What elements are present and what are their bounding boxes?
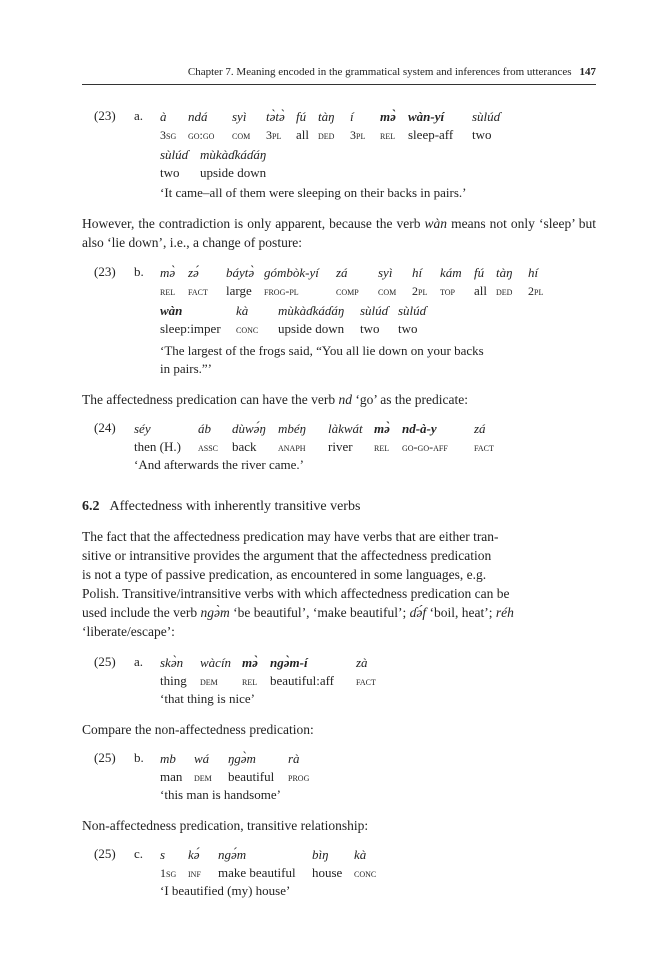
gloss-word: wàn sleep:imper [160, 303, 221, 336]
gloss-word: à 3sg [160, 109, 177, 142]
gloss-word: mùkàɗkáɗáŋ upside down [200, 147, 267, 180]
section-heading [82, 499, 360, 515]
gloss-word: zə́ fact [188, 265, 208, 298]
gloss-word: dùwə́ŋ back [232, 421, 266, 454]
free-translation-cont: in pairs.”’ [160, 361, 212, 376]
gloss-word: áb assc [198, 421, 219, 454]
example-number: (25) [94, 846, 116, 861]
gloss-word: fú all [474, 265, 487, 298]
gloss-word: sùlúɗ two [160, 147, 189, 180]
gloss-word: ŋgə̀m beautiful [228, 751, 275, 784]
paragraph-4: Compare the non-affectedness predication: [82, 722, 314, 737]
paragraph-3: The fact that the affectedness predication may have verbs that are either tran- sitive or intransitive provides the argument that the affectedness predication is not a type of passive predication, as encountered in some languages, e.g. Polish. Transitive/intransitive verbs with which affectedness predication can be used include the verb ngə̀m ‘be beautiful’, ‘make beautiful’; ɗə́f ‘boil, heat’; réh ‘liberate/escape’: [82, 529, 514, 639]
running-header [0, 66, 596, 78]
gloss-word: séy then (H.) [134, 421, 181, 454]
gloss-word: bìŋ house [312, 847, 343, 880]
gloss-word: syì com [232, 109, 251, 142]
gloss-word: tàŋ ded [496, 265, 513, 298]
gloss-word: mə̀ rel [242, 655, 258, 688]
gloss-word: ngə̀m-í beautiful:aff [270, 655, 335, 688]
gloss-word: fú all [296, 109, 309, 142]
example-number: (23) [94, 264, 116, 279]
example-letter: b. [134, 264, 144, 279]
gloss-word: làkwát river [328, 421, 363, 454]
gloss-word: nd-à-y go-go-aff [402, 421, 448, 454]
gloss-word: kà conc [354, 847, 377, 880]
gloss-word: s 1sg [160, 847, 177, 880]
gloss-word: gómbòk-yí frog-pl [264, 265, 319, 298]
gloss-word: hí 2pl [528, 265, 544, 298]
example-number: (24) [94, 420, 116, 435]
gloss-word: ngə́m make beautiful [218, 847, 296, 880]
example-number: (25) [94, 654, 116, 669]
gloss-word: zà fact [356, 655, 376, 688]
example-letter: a. [134, 108, 144, 123]
gloss-word: wàn-yí sleep-aff [408, 109, 454, 142]
gloss-word: sùlúɗ two [360, 303, 389, 336]
gloss-word: wàcín dem [200, 655, 232, 688]
gloss-word: sùlúɗ two [398, 303, 427, 336]
gloss-word: mbéŋ anaph [278, 421, 306, 454]
running-title: Chapter 7. Meaning encoded in the grammatical system and inferences from utterances [187, 66, 572, 78]
example-letter: b. [134, 750, 144, 765]
gloss-word: mb man [160, 751, 183, 784]
paragraph-2: The affectedness predication can have the verb nd ‘go’ as the predicate: [82, 392, 468, 407]
gloss-word: tàŋ ded [318, 109, 335, 142]
gloss-word: zá fact [474, 421, 494, 454]
gloss-word: mə̀ rel [160, 265, 176, 298]
section-title: Affectedness with inherently transitive verbs [109, 499, 361, 514]
free-translation: ‘The largest of the frogs said, “You all lie down on your backs [160, 343, 484, 358]
gloss-word: kə́ inf [188, 847, 201, 880]
page-number: 147 [579, 66, 596, 78]
free-translation: ‘that thing is nice’ [160, 691, 255, 706]
gloss-word: mùkàɗkáɗáŋ upside down [278, 303, 345, 336]
free-translation: ‘I beautified (my) house’ [160, 883, 291, 898]
gloss-word: ndá go:go [188, 109, 215, 142]
gloss-word: hí 2pl [412, 265, 428, 298]
gloss-word: báytə̀ large [226, 265, 255, 298]
gloss-word: mə̀ rel [374, 421, 390, 454]
free-translation: ‘It came–all of them were sleeping on their backs in pairs.’ [160, 185, 467, 200]
paragraph-1: However, the contradiction is only apparent, because the verb wàn means not only ‘sleep’ but also ‘lie down’, i.e., a change of posture: [82, 216, 596, 250]
gloss-word: sùlúɗ two [472, 109, 501, 142]
gloss-word: tə̀tə̀ 3pl [266, 109, 285, 142]
example-number: (23) [94, 108, 116, 123]
section-number: 6.2 [82, 499, 100, 514]
gloss-word: kám top [440, 265, 462, 298]
gloss-word: í 3pl [350, 109, 366, 142]
paragraph-5: Non-affectedness predication, transitive relationship: [82, 818, 369, 833]
example-number: (25) [94, 750, 116, 765]
example-letter: a. [134, 654, 144, 669]
gloss-word: zá comp [336, 265, 359, 298]
gloss-word: syì com [378, 265, 397, 298]
free-translation: ‘And afterwards the river came.’ [134, 457, 304, 472]
gloss-word: mə̀ rel [380, 109, 396, 142]
gloss-word: wá dem [194, 751, 212, 784]
gloss-word: kà conc [236, 303, 259, 336]
gloss-word: skə̀n thing [160, 655, 187, 688]
example-letter: c. [134, 846, 144, 861]
header-rule [82, 84, 596, 85]
free-translation: ‘this man is handsome’ [160, 787, 281, 802]
gloss-word: rà prog [288, 751, 310, 784]
